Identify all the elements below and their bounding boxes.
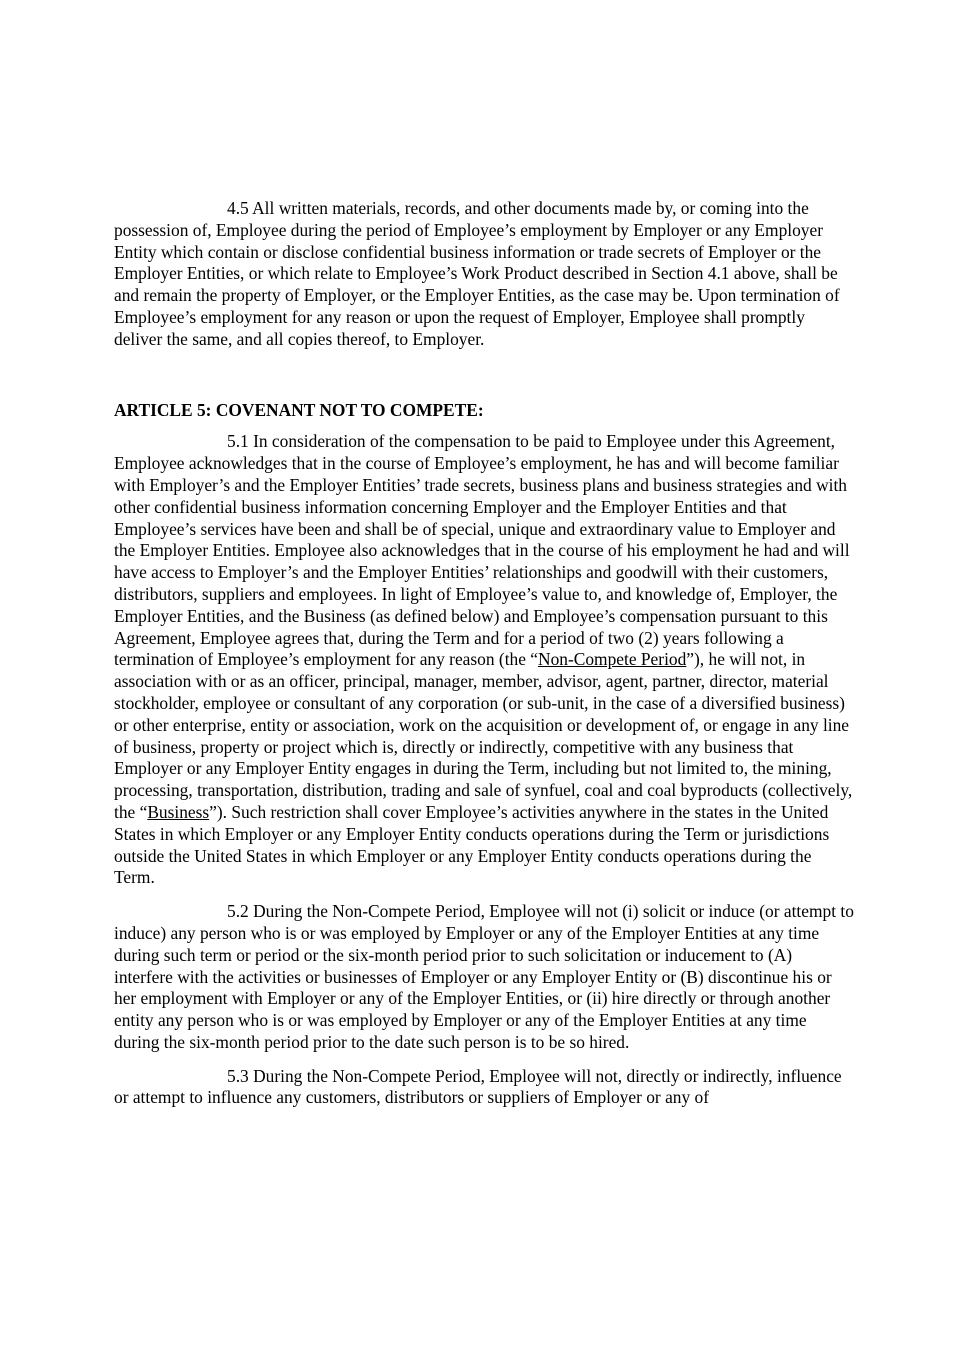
business-term: Business [147, 801, 210, 822]
article-5-heading: ARTICLE 5: COVENANT NOT TO COMPETE: [114, 399, 484, 420]
paragraph-5-1-text-b: ”), he will not, in association with or as an officer, principal, manager, member, advisor, agent, partner, director, material stockholder, employee or consultant of any corporation (or sub-unit, in the case of a diversified business) or other enterprise, entity or association, work on the acquisition or development of, or engage in any line of business, property or project which is, directly or indirectly, competitive with any business that Employer or any Employer Entity engages in during the Term, including but not limited to, the mining, processing, transportation, distribution, trading and sale of synfuel, coal and coal byproducts (collectively, the “ [114, 649, 853, 822]
paragraph-4-5: 4.5 All written materials, records, and other documents made by, or coming into the possession of, Employee during the period of Employee’s employment by Employer or any Employer Entity which contain or disclose confidential business information or trade secrets of Employer or the Employer Entities, or which relate to Employee’s Work Product described in Section 4.1 above, shall be and remain the property of Employer, or the Employer Entities, as the case may be. Upon termination of Employee’s employment for any reason or upon the request of Employer, Employee shall promptly deliver the same, and all copies thereof, to Employer. [114, 198, 840, 349]
paragraph-5-3: 5.3 During the Non-Compete Period, Employee will not, directly or indirectly, influence or attempt to influence any customers, distributors or suppliers of Employer or any of [114, 1065, 842, 1108]
paragraph-5-1-text-c: ”). Such restriction shall cover Employee’s activities anywhere in the states in the United States in which Employer or any Employer Entity conducts operations during the Term or jurisdictions outside the United States in which Employer or any Employer Entity conducts operations during the Term. [114, 801, 830, 888]
paragraph-5-1 [114, 431, 854, 889]
paragraph-5-1-text-a: 5.1 In consideration of the compensation to be paid to Employee under this Agreement, Employee acknowledges that in the course of Employee’s employment, he has and will become familiar with Employer’s and the Employer Entities’ trade secrets, business plans and business strategies and with other confidential business information concerning Employer and the Employer Entities and that Employee’s services have been and shall be of special, unique and extraordinary value to Employer and the Employer Entities. Employee also acknowledges that in the course of his employment he had and will have access to Employer’s and the Employer Entities’ relationships and goodwill with their customers, distributors, suppliers and employees. In light of Employee’s value to, and knowledge of, Employer, the Employer Entities, and the Business (as defined below) and Employee’s compensation pursuant to this Agreement, Employee agrees that, during the Term and for a period of two (2) years following a termination of Employee’s employment for any reason (the “ [114, 431, 850, 670]
paragraph-5-2: 5.2 During the Non-Compete Period, Employee will not (i) solicit or induce (or attempt to induce) any person who is or was employed by Employer or any of the Employer Entities at any time during such term or period or the six-month period prior to such solicitation or inducement to (A) interfere with the activities or businesses of Employer or any Employer Entity or (B) discontinue his or her employment with Employer or any of the Employer Entities, or (ii) hire directly or through another entity any person who is or was employed by Employer or any of the Employer Entities at any time during the six-month period prior to the date such person is to be so hired. [114, 901, 854, 1052]
document-page [114, 198, 854, 1109]
non-compete-period-term: Non-Compete Period [538, 649, 687, 670]
